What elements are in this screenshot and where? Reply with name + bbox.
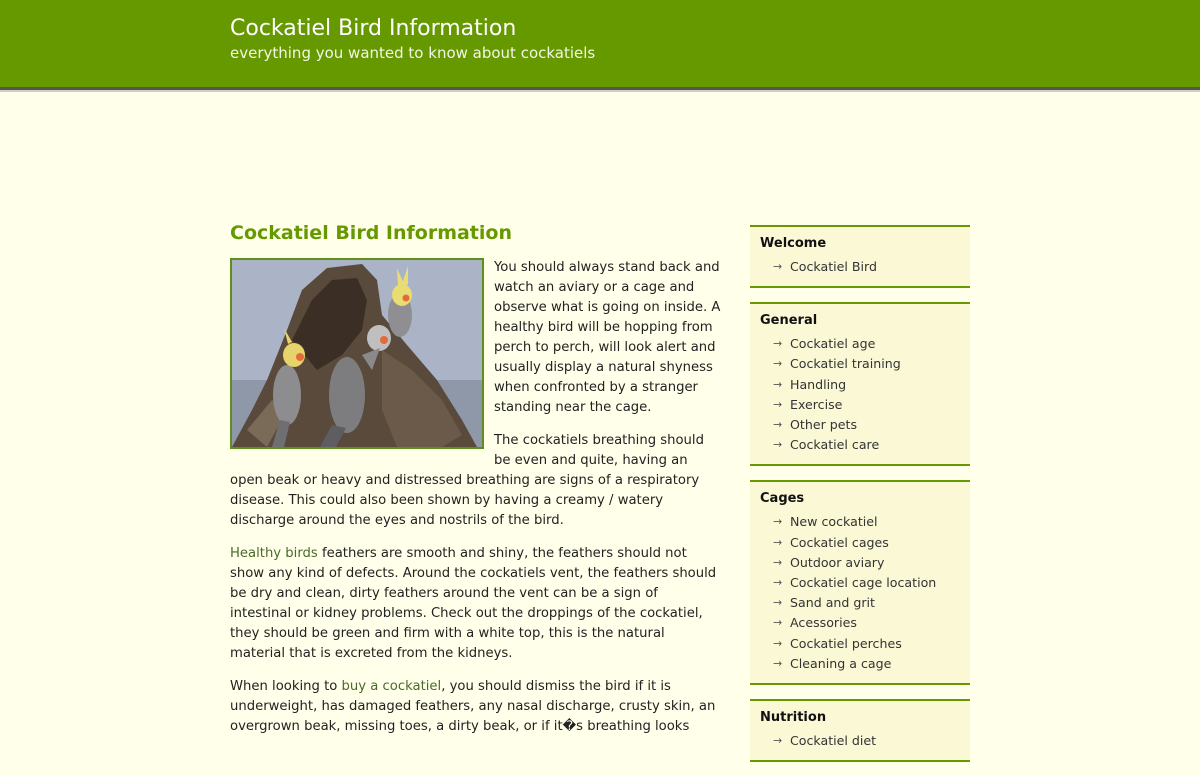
sidebar-link-label[interactable]: Cockatiel cage location xyxy=(790,575,937,591)
sidebar-link-label[interactable]: Cockatiel diet xyxy=(790,733,877,749)
sidebar-section-general xyxy=(750,302,970,466)
sidebar-link-label[interactable]: Cleaning a cage xyxy=(790,655,892,671)
arrow-right-icon: → xyxy=(773,357,783,371)
sidebar xyxy=(750,225,970,776)
cockatiel-illustration xyxy=(232,260,482,447)
sidebar-section-nutrition xyxy=(750,699,970,762)
sidebar-link-label[interactable]: Handling xyxy=(790,376,847,392)
paragraph-3 xyxy=(230,544,722,664)
sidebar-link-exercise[interactable] xyxy=(760,395,960,415)
sidebar-list xyxy=(760,731,960,751)
healthy-birds-link[interactable]: Healthy birds xyxy=(230,546,318,561)
arrow-right-icon: → xyxy=(773,418,783,432)
sidebar-link-cockatiel-diet[interactable] xyxy=(760,731,960,751)
arrow-right-icon: → xyxy=(773,535,783,549)
sidebar-link-label[interactable]: Cockatiel Bird xyxy=(790,259,877,274)
site-tagline: everything you wanted to know about cockatiels xyxy=(230,44,596,62)
sidebar-link-label[interactable]: Sand and grit xyxy=(790,595,875,611)
sidebar-link-cockatiel-care[interactable] xyxy=(760,435,960,455)
arrow-right-icon: → xyxy=(773,515,783,529)
sidebar-link-label[interactable]: Exercise xyxy=(790,396,843,412)
sidebar-link-label[interactable]: Cockatiel training xyxy=(790,356,901,372)
header-divider-shadow xyxy=(0,90,1200,92)
sidebar-section-welcome xyxy=(750,225,970,288)
sidebar-link-label[interactable]: New cockatiel xyxy=(790,514,878,530)
sidebar-link-label[interactable]: Cockatiel perches xyxy=(790,635,902,651)
sidebar-link-cockatiel-age[interactable] xyxy=(760,334,960,354)
arrow-right-icon: → xyxy=(773,616,783,630)
buy-a-cockatiel-link[interactable]: buy a cockatiel xyxy=(341,679,442,694)
sidebar-link-label[interactable]: Cockatiel cages xyxy=(790,534,889,550)
sidebar-list xyxy=(760,512,960,674)
arrow-right-icon: → xyxy=(773,734,783,748)
sidebar-section-cages xyxy=(750,480,970,685)
site-title[interactable]: Cockatiel Bird Information xyxy=(230,16,517,41)
sidebar-list xyxy=(760,334,960,455)
sidebar-link-label[interactable]: Cockatiel care xyxy=(790,437,880,453)
cockatiel-photo xyxy=(230,258,484,449)
sidebar-link-label[interactable]: Cockatiel age xyxy=(790,336,876,352)
main-content xyxy=(230,220,722,750)
sidebar-link-cockatiel-training[interactable] xyxy=(760,354,960,374)
sidebar-link-cage-location[interactable] xyxy=(760,573,960,593)
arrow-right-icon: → xyxy=(773,260,783,273)
page-title: Cockatiel Bird Information xyxy=(230,222,512,244)
paragraph-4-before: When looking to xyxy=(230,679,342,694)
arrow-right-icon: → xyxy=(773,377,783,391)
sidebar-link-label[interactable]: Acessories xyxy=(790,615,857,631)
sidebar-link-new-cockatiel[interactable] xyxy=(760,512,960,532)
sidebar-link-cockatiel-cages[interactable] xyxy=(760,533,960,553)
sidebar-link-acessories[interactable] xyxy=(760,613,960,633)
sidebar-link-outdoor-aviary[interactable] xyxy=(760,553,960,573)
paragraph-2: The cockatiels breathing should be even and quite, having an open beak or heavy and distressed breathing are signs of a respiratory disease. This could also been shown by having a creamy / watery discharge around the eyes and nostrils of the bird. xyxy=(230,433,704,528)
arrow-right-icon: → xyxy=(773,596,783,610)
paragraph-3-text: feathers are smooth and shiny, the feathers should not show any kind of defects. Around the cockatiels vent, the feathers should be dry and clean, dirty feathers around the vent can be a sign of intestinal or kidney problems. Check out the droppings of the cockatiel, they should be green and firm with a white top, this is the natural material that is excreted from the kidneys. xyxy=(230,546,717,661)
arrow-right-icon: → xyxy=(773,656,783,670)
sidebar-link-sand-and-grit[interactable] xyxy=(760,593,960,613)
arrow-right-icon: → xyxy=(773,337,783,351)
sidebar-link-other-pets[interactable] xyxy=(760,415,960,435)
arrow-right-icon: → xyxy=(773,636,783,650)
sidebar-section-title: Cages xyxy=(760,491,805,507)
site-header xyxy=(0,0,1200,87)
sidebar-link-cockatiel-perches[interactable] xyxy=(760,634,960,654)
paragraph-4 xyxy=(230,677,722,737)
sidebar-section-title: Welcome xyxy=(760,236,827,251)
sidebar-link-label[interactable]: Other pets xyxy=(790,417,858,433)
sidebar-link-cleaning-a-cage[interactable] xyxy=(760,654,960,674)
sidebar-section-title: Nutrition xyxy=(760,710,827,726)
arrow-right-icon: → xyxy=(773,397,783,411)
sidebar-link-cockatiel-bird[interactable] xyxy=(760,257,960,277)
sidebar-section-title: General xyxy=(760,313,818,329)
sidebar-link-handling[interactable] xyxy=(760,375,960,395)
paragraph-1: You should always stand back and watch an aviary or a cage and observe what is going on inside. A healthy bird will be hopping from perch to perch, will look alert and usually display a natural shyness when confronted by a stranger standing near the cage. xyxy=(494,260,721,415)
arrow-right-icon: → xyxy=(773,576,783,590)
paragraph-4-text: , you should dismiss the bird if it is underweight, has damaged feathers, any nasal discharge, crusty skin, an overgrown beak, missing toes, a dirty beak, or if it�s breathing looks xyxy=(230,679,716,734)
arrow-right-icon: → xyxy=(773,438,783,452)
arrow-right-icon: → xyxy=(773,555,783,569)
sidebar-link-label[interactable]: Outdoor aviary xyxy=(790,554,885,570)
sidebar-list xyxy=(760,257,960,277)
